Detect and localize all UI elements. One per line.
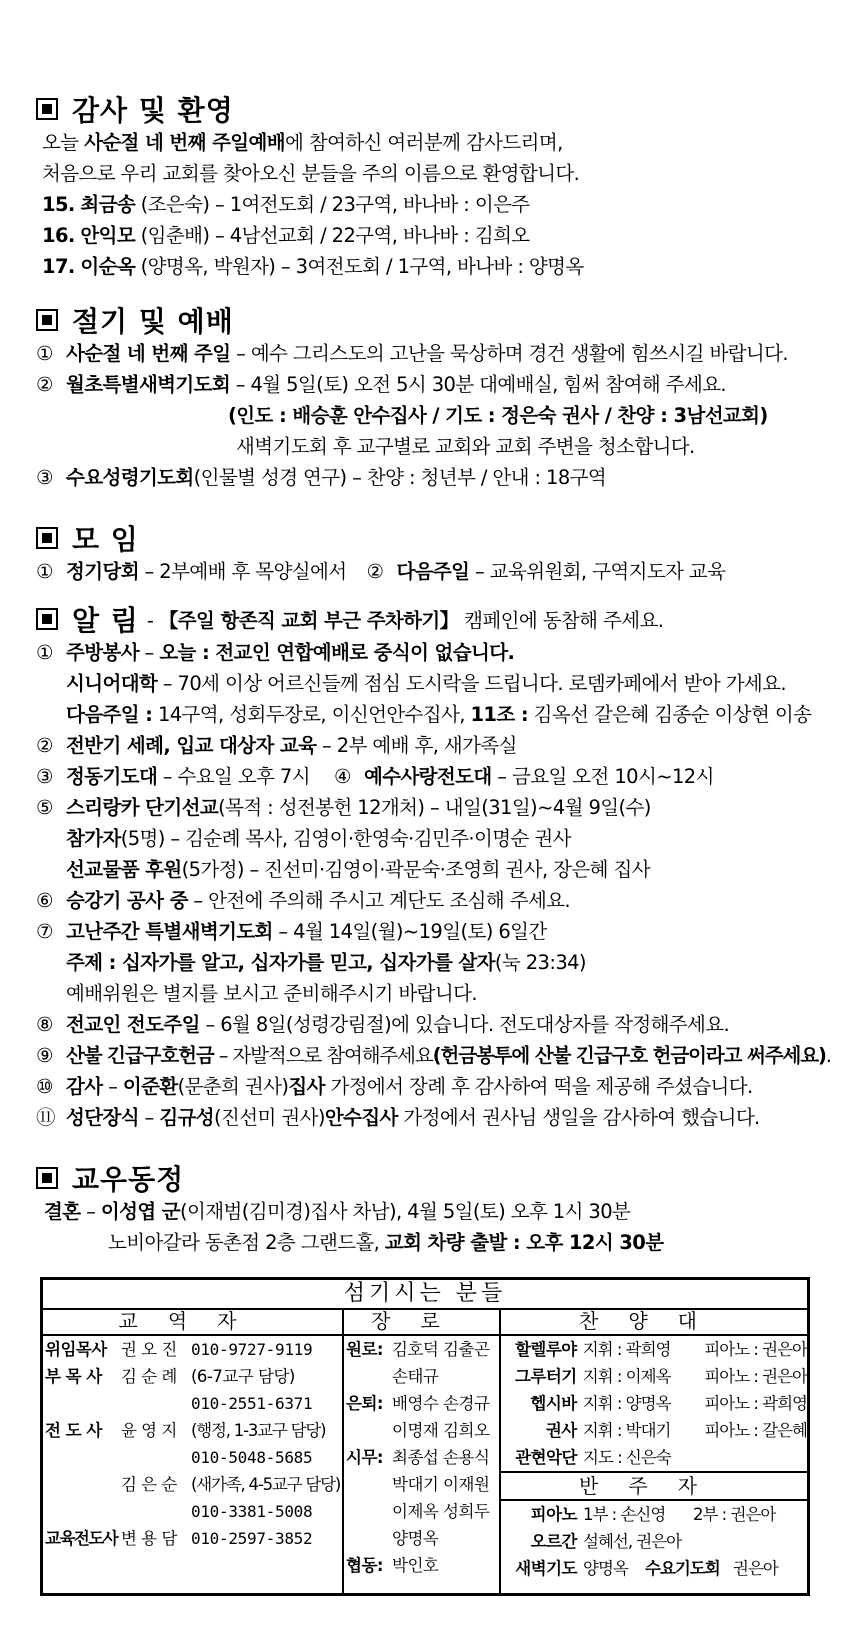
staff-row — [45, 1444, 342, 1471]
elders-column — [342, 1308, 501, 1593]
accompanist-value: 양명옥 — [583, 1559, 628, 1578]
elder-names: 이제옥 성희두 — [392, 1502, 490, 1521]
notice-item: 예배위원은 별지를 보시고 준비해주시기 바랍니다. — [66, 982, 477, 1005]
accompanist-name: 새벽기도 — [515, 1559, 577, 1578]
staff-role: 부 목 사 — [45, 1367, 102, 1386]
news-item: 노비아갈라 동촌점 2층 그랜드홀, 교회 차량 출발 : 오후 12시 30분 — [108, 1231, 664, 1254]
notice-item: 참가자(5명) – 김순례 목사, 김영이·한영숙·김민주·이명순 권사 — [66, 827, 571, 850]
season-item-sub: 새벽기도회 후 교구별로 교회와 교회 주변을 청소합니다. — [236, 435, 695, 458]
staff-row — [45, 1417, 342, 1444]
elder-row — [346, 1336, 499, 1363]
elder-role — [346, 1417, 392, 1444]
choir-row — [499, 1336, 807, 1363]
staff-info: (6-7교구 담당) — [191, 1367, 295, 1386]
notice-item: ⑥ 승강기 공사 중 – 안전에 주의해 주시고 계단도 조심해 주세요. — [36, 889, 571, 912]
elder-role: 협동: — [346, 1556, 383, 1575]
choir-piano: 피아노 : 권은아 — [704, 1340, 807, 1359]
notice-item: ⑨ 산불 긴급구호헌금 – 자발적으로 참여해주세요(헌금봉투에 산불 긴급구호 헌금이라고 써주세요). — [36, 1044, 831, 1067]
thanks-p2: 처음으로 우리 교회를 찾아오신 분들을 주의 이름으로 환영합니다. — [42, 162, 580, 185]
elder-row — [346, 1417, 499, 1444]
servers-table — [40, 1277, 810, 1596]
elder-role — [346, 1498, 392, 1525]
notice-item: 다음주일 : 14구역, 성회두장로, 이신언안수집사, 11조 : 김옥선 갈은혜 김종순 이상현 이송 — [66, 703, 812, 726]
news-item: 결혼 – 이성엽 군(이재범(김미경)집사 차남), 4월 5일(토) 오후 1시 30분 — [44, 1200, 631, 1223]
choir-row — [499, 1444, 807, 1471]
notice-item: 주제 : 십자가를 알고, 십자가를 믿고, 십자가를 살자(눅 23:34) — [66, 951, 586, 974]
elder-names: 이명재 김희오 — [392, 1421, 490, 1440]
elder-role — [346, 1525, 392, 1552]
staff-role: 교육전도사 — [45, 1529, 118, 1548]
elder-names: 손태규 — [392, 1367, 439, 1386]
news-title: 교우동정 — [36, 1160, 663, 1196]
staff-name — [121, 1444, 191, 1471]
staff-info: 010-5048-5685 — [191, 1448, 313, 1467]
staff-name: 권 오 진 — [121, 1340, 177, 1359]
season-item-sub: (인도 : 배승훈 안수집사 / 기도 : 정은숙 권사 / 찬양 : 3남선교회) — [228, 404, 768, 427]
staff-row — [45, 1471, 342, 1498]
elder-names: 박인호 — [392, 1556, 439, 1575]
visitor-row: 15. 최금송 (조은숙) – 1여전도회 / 23구역, 바나바 : 이은주 — [42, 193, 530, 216]
staff-info: 010-9727-9119 — [191, 1340, 313, 1359]
notice-section — [36, 601, 831, 1133]
staff-role: 위임목사 — [45, 1340, 107, 1359]
choir-name: 할렐루야 — [514, 1340, 577, 1359]
elder-names: 최종섭 손용식 — [392, 1448, 490, 1467]
square-bullet-icon — [36, 527, 58, 549]
season-item: ② 월초특별새벽기도회 – 4월 5일(토) 오전 5시 30분 대예배실, 힘써 참여해 주세요. — [36, 373, 727, 396]
accompanist-value: 권은아 — [733, 1559, 778, 1578]
staff-info: (새가족, 4-5교구 담당) — [191, 1475, 341, 1494]
staff-role: 전 도 사 — [45, 1421, 102, 1440]
accompanist-row — [499, 1528, 807, 1555]
accompanist-header: 반주자 — [499, 1471, 807, 1501]
elder-role: 은퇴: — [346, 1394, 383, 1413]
staff-role — [45, 1498, 121, 1525]
staff-row — [45, 1525, 342, 1552]
choir-name: 그루터기 — [514, 1367, 577, 1386]
meeting-item: ① 정기당회 – 2부예배 후 목양실에서 ② 다음주일 – 교육위원회, 구역지도자 교육 — [36, 560, 726, 583]
thanks-title — [36, 91, 584, 127]
elder-row — [346, 1471, 499, 1498]
choir-column — [499, 1308, 807, 1593]
notice-title: 알 림 - 【주일 항존직 교회 부근 주차하기】 캠페인에 동참해 주세요. — [36, 601, 831, 637]
staff-name: 김 순 례 — [121, 1367, 177, 1386]
choir-leader: 지휘 : 박대기 — [582, 1421, 671, 1440]
choir-name: 권사 — [545, 1421, 577, 1440]
season-section — [36, 302, 788, 493]
choir-piano: 피아노 : 곽희영 — [704, 1394, 807, 1413]
elder-row — [346, 1498, 499, 1525]
visitor-row: 16. 안익모 (임춘배) – 4남선교회 / 22구역, 바나바 : 김희오 — [42, 224, 530, 247]
elder-row — [346, 1525, 499, 1552]
notice-item: ⑦ 고난주간 특별새벽기도회 – 4월 14일(월)~19일(토) 6일간 — [36, 920, 547, 943]
accompanist-name: 오르간 — [530, 1532, 577, 1551]
choir-leader: 지휘 : 이제옥 — [582, 1367, 671, 1386]
visitor-row: 17. 이순옥 (양명옥, 박원자) – 3여전도회 / 1구역, 바나바 : 양명옥 — [42, 255, 584, 278]
staff-name: 윤 영 지 — [121, 1421, 177, 1440]
choir-name: 헵시바 — [530, 1394, 577, 1413]
notice-item: ⑧ 전교인 전도주일 – 6월 8일(성령강림절)에 있습니다. 전도대상자를 작정해주세요. — [36, 1013, 730, 1036]
square-bullet-icon — [36, 309, 58, 331]
notice-item: ⑩ 감사 – 이준환(문춘희 권사)집사 가정에서 장례 후 감사하여 떡을 제공해 주셨습니다. — [36, 1075, 753, 1098]
elder-names: 박대기 이재원 — [392, 1475, 490, 1494]
choir-leader: 지도 : 신은숙 — [583, 1448, 671, 1467]
notice-item: ③ 정동기도대 – 수요일 오후 7시 ④ 예수사랑전도대 – 금요일 오전 10시~12시 — [36, 765, 714, 788]
elder-row — [346, 1552, 499, 1579]
elder-names: 김호덕 김출곤 — [392, 1340, 490, 1359]
staff-info: 010-3381-5008 — [191, 1502, 313, 1521]
elder-role: 원로: — [346, 1340, 383, 1359]
choir-row — [499, 1390, 807, 1417]
square-bullet-icon — [36, 1167, 58, 1189]
accompanist-value: 2부 : 권은아 — [693, 1505, 776, 1524]
staff-role — [45, 1390, 121, 1417]
staff-header: 교역자 — [43, 1308, 342, 1336]
staff-info: 010-2551-6371 — [191, 1394, 313, 1413]
thanks-title-text: 감사 및 환영 — [72, 94, 234, 127]
staff-row — [45, 1336, 342, 1363]
accompanist-row — [499, 1555, 807, 1582]
accompanist-name: 피아노 — [530, 1505, 577, 1524]
staff-info: 010-2597-3852 — [191, 1529, 313, 1548]
accompanist-name: 수요기도회 — [645, 1559, 720, 1578]
accompanist-row — [499, 1501, 807, 1528]
staff-info: (행정, 1-3교구 담당) — [191, 1421, 326, 1440]
staff-row — [45, 1498, 342, 1525]
elders-header: 장로 — [342, 1308, 499, 1336]
choir-header: 찬양대 — [499, 1308, 807, 1336]
thanks-p1: 오늘 사순절 네 번째 주일예배에 참여하신 여러분께 감사드리며, — [42, 131, 563, 154]
thanks-section — [36, 91, 584, 282]
choir-leader: 지휘 : 양명옥 — [582, 1394, 671, 1413]
elder-names: 양명옥 — [392, 1529, 439, 1548]
accompanist-value: 1부 : 손신영 — [583, 1505, 666, 1524]
notice-item: 선교물품 후원(5가정) – 진선미·김영이·곽문숙·조영희 권사, 장은혜 집사 — [66, 858, 650, 881]
staff-role — [45, 1471, 121, 1498]
notice-item: 시니어대학 – 70세 이상 어르신들께 점심 도시락을 드립니다. 로뎀카페에서 받아 가세요. — [66, 672, 787, 695]
meeting-title: 모 임 — [36, 520, 725, 556]
staff-column — [43, 1308, 344, 1593]
notice-item: ① 주방봉사 – 오늘 : 전교인 연합예배로 중식이 없습니다. — [36, 641, 515, 664]
choir-leader: 지휘 : 곽희영 — [582, 1340, 671, 1359]
elder-row — [346, 1390, 499, 1417]
season-item: ③ 수요성령기도회(인물별 성경 연구) – 찬양 : 청년부 / 안내 : 18구역 — [36, 466, 607, 489]
elder-role: 시무: — [346, 1448, 383, 1467]
staff-name — [121, 1498, 191, 1525]
notice-item: ② 전반기 세례, 입교 대상자 교육 – 2부 예배 후, 새가족실 — [36, 734, 517, 757]
elder-role — [346, 1363, 392, 1390]
staff-name — [121, 1390, 191, 1417]
season-item: ① 사순절 네 번째 주일 – 예수 그리스도의 고난을 묵상하며 경건 생활에 힘쓰시길 바랍니다. — [36, 342, 789, 365]
square-bullet-icon — [36, 98, 58, 120]
elder-row — [346, 1444, 499, 1471]
staff-name: 변 용 담 — [121, 1529, 177, 1548]
staff-name: 김 은 순 — [121, 1475, 177, 1494]
news-section — [36, 1160, 663, 1258]
staff-row — [45, 1363, 342, 1390]
notice-item: ⑤ 스리랑카 단기선교(목적 : 성전봉헌 12개처) – 내일(31일)~4월 9일(수) — [36, 796, 651, 819]
accompanist-value: 설혜선, 권은아 — [583, 1532, 682, 1551]
choir-row — [499, 1417, 807, 1444]
meeting-section — [36, 520, 725, 587]
staff-row — [45, 1390, 342, 1417]
season-title: 절기 및 예배 — [36, 302, 788, 338]
staff-role — [45, 1444, 121, 1471]
servers-title: 섬기시는 분들 — [43, 1280, 807, 1310]
square-bullet-icon — [36, 608, 58, 630]
elder-role — [346, 1471, 392, 1498]
choir-piano: 피아노 : 권은아 — [704, 1367, 807, 1386]
choir-name: 관현악단 — [515, 1448, 577, 1467]
choir-row — [499, 1363, 807, 1390]
choir-piano: 피아노 : 갈은혜 — [704, 1421, 807, 1440]
elder-row — [346, 1363, 499, 1390]
notice-item: ⑪ 성단장식 – 김규성(진선미 권사)안수집사 가정에서 권사님 생일을 감사하여 했습니다. — [36, 1106, 760, 1129]
elder-names: 배영수 손경규 — [392, 1394, 490, 1413]
